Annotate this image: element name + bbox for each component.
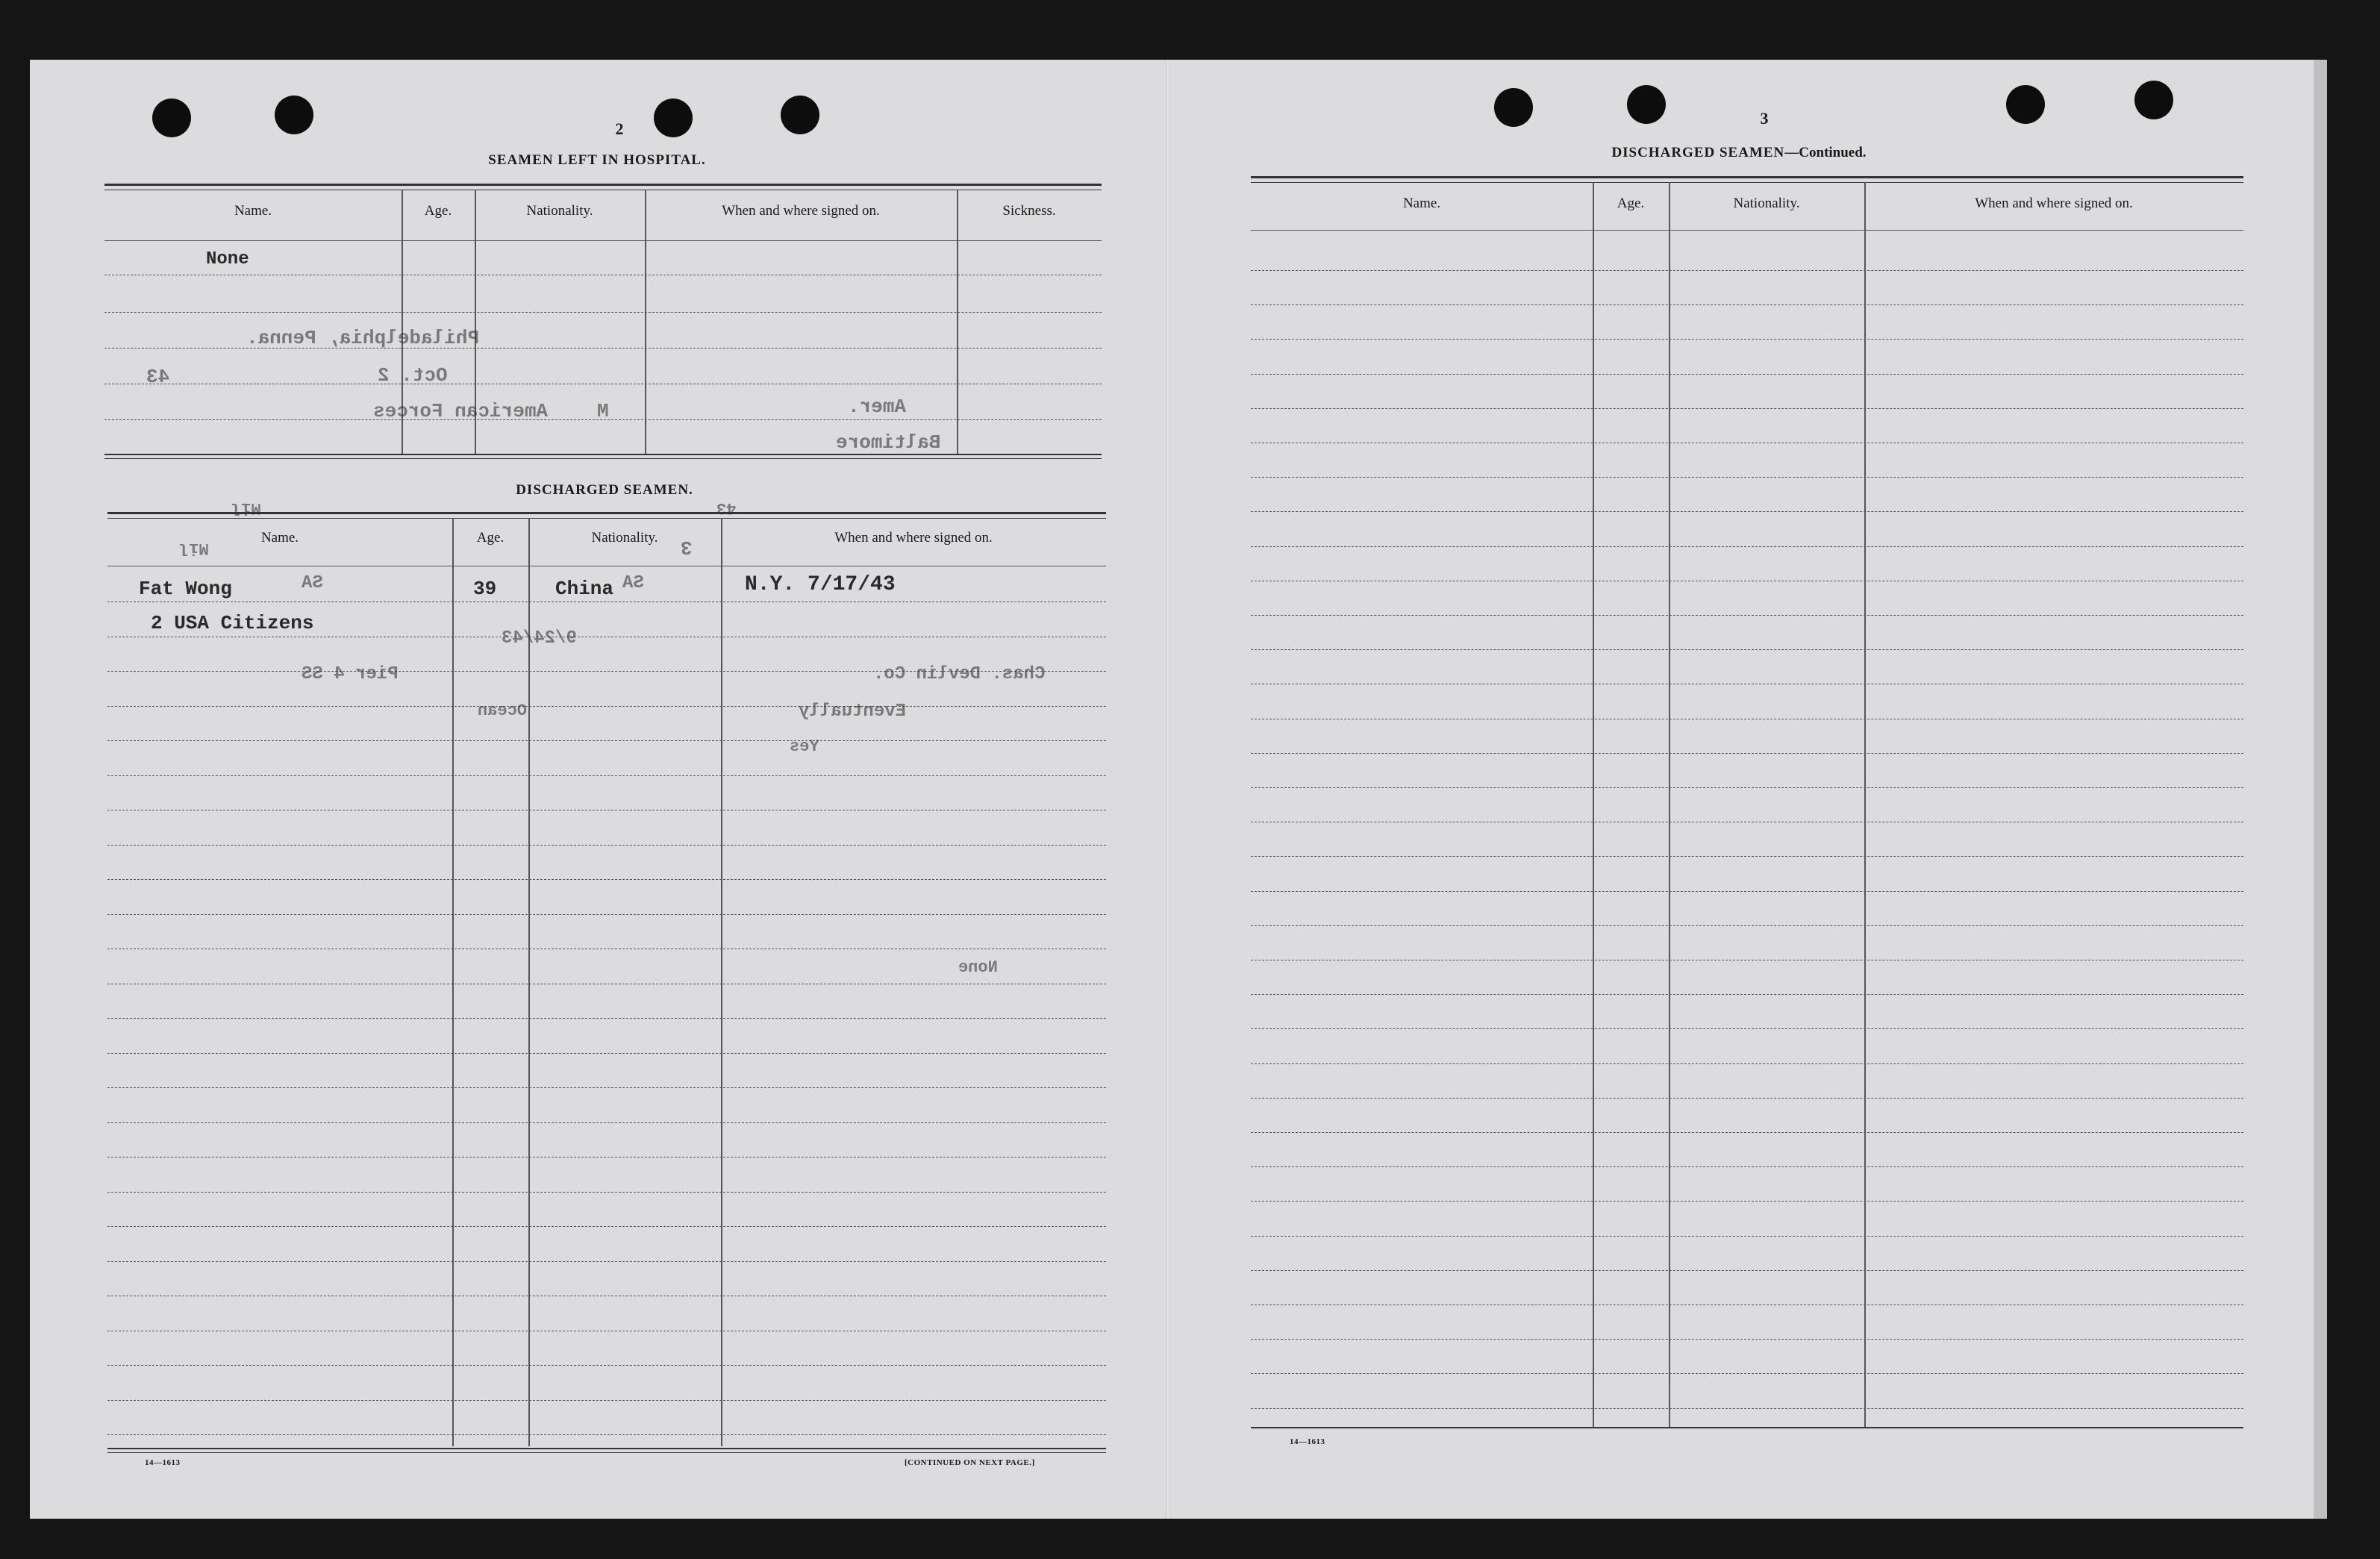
col-header-signed-on: When and where signed on. <box>1975 196 2133 211</box>
col-header-age: Age. <box>1617 196 1645 211</box>
rule <box>104 240 1102 241</box>
ruled-line <box>1251 753 2243 754</box>
form-number: 14—1613 <box>145 1458 181 1467</box>
punch-hole <box>275 96 313 134</box>
col-divider <box>528 518 530 1446</box>
right-title-main: DISCHARGED SEAMEN <box>1611 145 1785 160</box>
col-header-age: Age. <box>424 203 452 219</box>
ruled-line <box>1251 925 2243 926</box>
col-divider <box>957 190 958 454</box>
col-header-name: Name. <box>234 203 272 219</box>
left-page-number: 2 <box>615 119 624 138</box>
ruled-line <box>1251 615 2243 616</box>
bleed-text: SA <box>622 573 644 593</box>
rule <box>107 518 1106 519</box>
ruled-line <box>1251 374 2243 375</box>
bleed-text: Baltimore <box>836 431 941 454</box>
ruled-line <box>1251 891 2243 892</box>
ruled-line <box>107 1087 1106 1088</box>
ruled-line <box>1251 1201 2243 1202</box>
ruled-line <box>1251 1028 2243 1029</box>
bleed-text: 3 <box>681 536 693 558</box>
col-divider <box>645 190 646 454</box>
ruled-line <box>107 1261 1106 1262</box>
ruled-line <box>1251 1408 2243 1409</box>
bleed-text: Mil <box>231 499 261 517</box>
ruled-line <box>107 1053 1106 1054</box>
bleed-text: American Forces <box>373 400 549 422</box>
bleed-text: Amer. <box>848 396 907 418</box>
bleed-text: 43 <box>716 499 737 517</box>
bleed-text: Ocean <box>478 702 528 720</box>
rule <box>1251 182 2243 183</box>
ruled-line <box>107 1122 1106 1123</box>
col-divider <box>1669 182 1670 1427</box>
ruled-line <box>1251 1063 2243 1064</box>
bleed-text: Oct. 2 <box>378 364 448 387</box>
ruled-line <box>1251 1166 2243 1167</box>
ruled-line <box>1251 787 2243 788</box>
bleed-text: Eventually <box>799 702 907 722</box>
rule <box>1251 1427 2243 1428</box>
ruled-line <box>107 1434 1106 1435</box>
ruled-line <box>1251 1339 2243 1340</box>
ruled-line <box>1251 270 2243 271</box>
col-divider <box>452 518 454 1446</box>
ruled-line <box>107 740 1106 741</box>
ruled-line <box>1251 1236 2243 1237</box>
right-page-number: 3 <box>1760 109 1769 128</box>
ruled-line <box>107 706 1106 707</box>
page-edge <box>2314 60 2327 1519</box>
punch-hole <box>1494 88 1533 127</box>
col-divider <box>1864 182 1866 1427</box>
col-divider <box>721 518 722 1446</box>
bleed-text: Yes <box>790 737 819 756</box>
ruled-line <box>1251 477 2243 478</box>
bleed-text: Philadelphia, Penna. <box>246 327 480 349</box>
punch-hole <box>781 96 819 134</box>
col-header-sickness: Sickness. <box>1002 203 1056 219</box>
discharged-age: 39 <box>473 578 497 600</box>
rule <box>104 458 1102 459</box>
ruled-line <box>1251 546 2243 547</box>
rule <box>104 454 1102 455</box>
ruled-line <box>107 914 1106 915</box>
ruled-line <box>1251 1373 2243 1374</box>
col-header-signed-on: When and where signed on. <box>834 530 993 546</box>
page-fold <box>1166 60 1170 1519</box>
ruled-line <box>1251 304 2243 305</box>
bleed-text: Chas. Devlin Co. <box>873 664 1046 684</box>
col-header-name: Name. <box>1402 196 1441 211</box>
hospital-entry-none: None <box>206 249 249 269</box>
ruled-line <box>1251 339 2243 340</box>
ruled-line <box>1251 994 2243 995</box>
hospital-section-title: SEAMEN LEFT IN HOSPITAL. <box>488 152 706 168</box>
rule <box>104 184 1102 186</box>
ruled-line <box>1251 408 2243 409</box>
col-header-signed-on: When and where signed on. <box>722 203 880 219</box>
ruled-line <box>107 775 1106 776</box>
ruled-line <box>107 1365 1106 1366</box>
form-number: 14—1613 <box>1290 1437 1325 1446</box>
col-header-age: Age. <box>476 530 505 546</box>
ruled-line <box>107 1226 1106 1227</box>
rule <box>104 312 1102 313</box>
discharged-name: 2 USA Citizens <box>151 612 314 634</box>
col-header-name: Name. <box>260 530 299 546</box>
discharged-name: Fat Wong <box>139 578 232 600</box>
col-divider <box>1593 182 1594 1427</box>
ruled-line <box>107 1192 1106 1193</box>
ruled-line <box>1251 1098 2243 1099</box>
punch-hole <box>1627 85 1666 124</box>
bleed-text: M <box>597 400 609 422</box>
rule <box>1251 230 2243 231</box>
bleed-text: 43 <box>146 366 170 388</box>
discharged-section-title: DISCHARGED SEAMEN. <box>516 482 693 498</box>
col-header-nationality: Nationality. <box>526 203 593 219</box>
document-sheet <box>30 60 2314 1519</box>
bleed-text: 9/24/43 <box>502 628 577 649</box>
rule <box>107 512 1106 514</box>
bleed-text: Mil <box>179 539 209 557</box>
ruled-line <box>1251 856 2243 857</box>
bleed-text: Pier 4 SS <box>302 664 399 684</box>
continued-note: [CONTINUED ON NEXT PAGE.] <box>905 1458 1035 1467</box>
rule <box>107 1452 1106 1453</box>
right-title-continued: —Continued. <box>1784 145 1867 160</box>
ruled-line <box>107 879 1106 880</box>
ruled-line <box>107 845 1106 846</box>
discharged-signed-on: N.Y. 7/17/43 <box>745 573 896 596</box>
right-section-title <box>1515 145 1963 161</box>
ruled-line <box>107 1018 1106 1019</box>
punch-hole <box>2006 85 2045 124</box>
ruled-line <box>107 1400 1106 1401</box>
punch-hole <box>654 99 693 137</box>
rule <box>1251 176 2243 178</box>
bleed-text: SA <box>302 573 323 593</box>
ruled-line <box>1251 1132 2243 1133</box>
col-header-nationality: Nationality. <box>1733 196 1800 211</box>
punch-hole <box>2134 81 2173 119</box>
ruled-line <box>1251 649 2243 650</box>
bleed-text: None <box>958 958 998 977</box>
ruled-line <box>1251 511 2243 512</box>
rule <box>107 1448 1106 1449</box>
punch-hole <box>152 99 191 137</box>
ruled-line <box>1251 1270 2243 1271</box>
col-header-nationality: Nationality. <box>591 530 658 546</box>
discharged-nationality: China <box>555 578 614 600</box>
